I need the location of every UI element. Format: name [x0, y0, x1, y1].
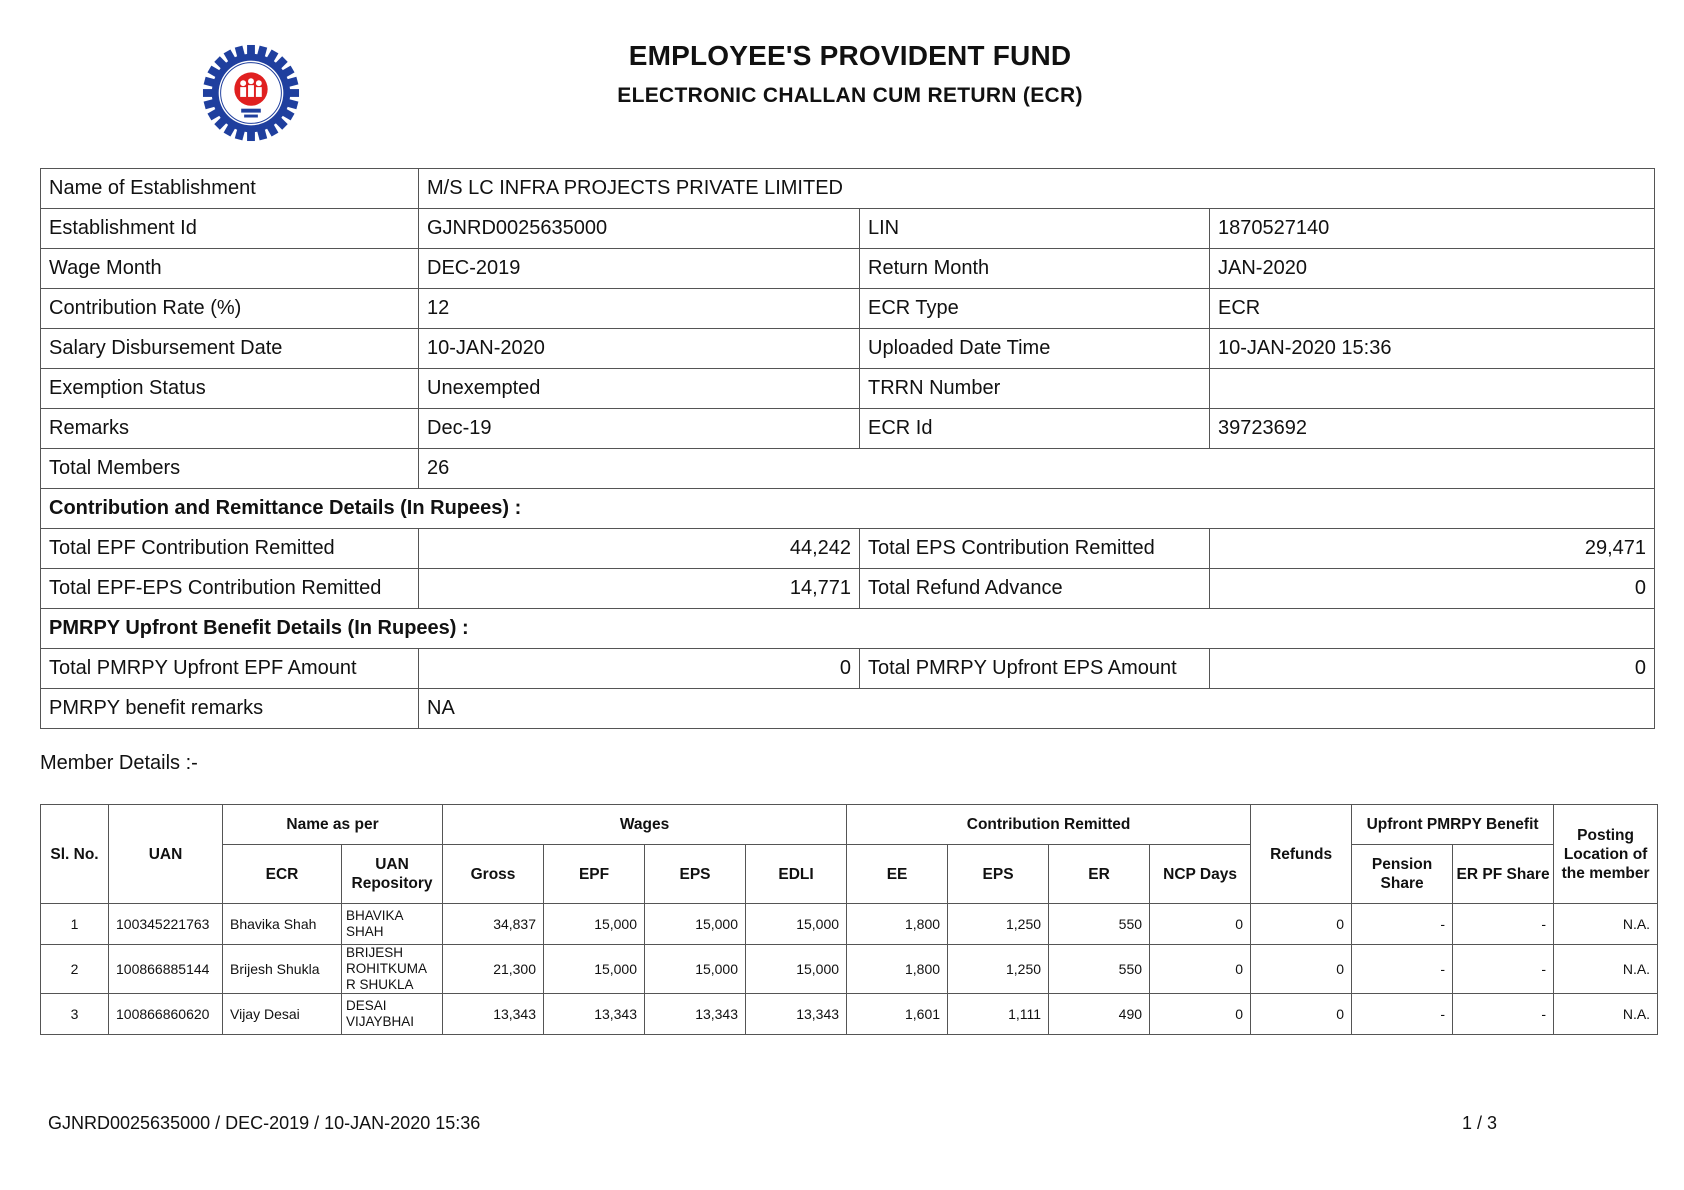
uploaded-date-label: Uploaded Date Time [860, 329, 1210, 369]
table-row [41, 904, 1658, 945]
cell-er: 490 [1049, 994, 1150, 1035]
page-subtitle: ELECTRONIC CHALLAN CUM RETURN (ECR) [617, 84, 1083, 107]
cell-ecr-name: Brijesh Shukla [223, 945, 342, 994]
col-group-wages: Wages [443, 805, 847, 845]
col-refunds: Refunds [1251, 805, 1352, 904]
cell-gross: 13,343 [443, 994, 544, 1035]
wage-month-row [41, 249, 1655, 289]
cell-er-pf-share: - [1453, 945, 1554, 994]
establishment-details-table [40, 168, 1655, 729]
cell-sl-no: 3 [41, 994, 109, 1035]
col-wages-edli: EDLI [746, 845, 847, 904]
total-epf-value: 44,242 [419, 529, 860, 569]
cell-wages-eps: 13,343 [645, 994, 746, 1035]
footer-reference: GJNRD0025635000 / DEC-2019 / 10-JAN-2020 15:36 [48, 1113, 481, 1133]
pmrpy-eps-label: Total PMRPY Upfront EPS Amount [860, 649, 1210, 689]
cell-refunds: 0 [1251, 904, 1352, 945]
cell-wages-epf: 15,000 [544, 945, 645, 994]
total-members-row [41, 449, 1655, 489]
contribution-section-title: Contribution and Remittance Details (In Rupees) : [41, 489, 1655, 529]
member-details-table [40, 804, 1658, 1035]
total-members-label: Total Members [41, 449, 419, 489]
col-group-contribution-remitted: Contribution Remitted [847, 805, 1251, 845]
cell-er: 550 [1049, 904, 1150, 945]
col-er: ER [1049, 845, 1150, 904]
salary-date-value: 10-JAN-2020 [419, 329, 860, 369]
epfo-seal-icon [202, 44, 300, 142]
cell-sl-no: 1 [41, 904, 109, 945]
col-er-pf-share: ER PF Share [1453, 845, 1554, 904]
contribution-rate-value: 12 [419, 289, 860, 329]
cell-refunds: 0 [1251, 994, 1352, 1035]
cell-posting-location: N.A. [1554, 994, 1658, 1035]
cell-uan-repository: BHAVIKA SHAH [342, 904, 443, 945]
return-month-value: JAN-2020 [1210, 249, 1655, 289]
ecr-id-value: 39723692 [1210, 409, 1655, 449]
cell-sl-no: 2 [41, 945, 109, 994]
cell-wages-epf: 15,000 [544, 904, 645, 945]
total-epf-eps-value: 14,771 [419, 569, 860, 609]
col-uan-repository: UAN Repository [342, 845, 443, 904]
trrn-number-value [1210, 369, 1655, 409]
pmrpy-epf-label: Total PMRPY Upfront EPF Amount [41, 649, 419, 689]
col-uan: UAN [109, 805, 223, 904]
cell-refunds: 0 [1251, 945, 1352, 994]
exemption-status-row [41, 369, 1655, 409]
col-ncp-days: NCP Days [1150, 845, 1251, 904]
page-title: EMPLOYEE'S PROVIDENT FUND [628, 40, 1072, 71]
ecr-id-label: ECR Id [860, 409, 1210, 449]
salary-date-row [41, 329, 1655, 369]
pmrpy-section-row [41, 609, 1655, 649]
contribution-rate-row [41, 289, 1655, 329]
cell-posting-location: N.A. [1554, 945, 1658, 994]
table-row [41, 945, 1658, 994]
ecr-type-value: ECR [1210, 289, 1655, 329]
wage-month-label: Wage Month [41, 249, 419, 289]
total-eps-value: 29,471 [1210, 529, 1655, 569]
establishment-id-row [41, 209, 1655, 249]
col-ee: EE [847, 845, 948, 904]
pmrpy-eps-value: 0 [1210, 649, 1655, 689]
cell-contribution-eps: 1,250 [948, 904, 1049, 945]
pmrpy-section-title: PMRPY Upfront Benefit Details (In Rupees) : [41, 609, 1655, 649]
cell-ee: 1,800 [847, 904, 948, 945]
cell-ncp-days: 0 [1150, 994, 1251, 1035]
cell-ncp-days: 0 [1150, 945, 1251, 994]
lin-value: 1870527140 [1210, 209, 1655, 249]
establishment-id-label: Establishment Id [41, 209, 419, 249]
cell-wages-edli: 13,343 [746, 994, 847, 1035]
cell-uan-repository: DESAI VIJAYBHAI [342, 994, 443, 1035]
cell-gross: 34,837 [443, 904, 544, 945]
cell-pension-share: - [1352, 994, 1453, 1035]
return-month-label: Return Month [860, 249, 1210, 289]
cell-wages-edli: 15,000 [746, 904, 847, 945]
cell-er-pf-share: - [1453, 904, 1554, 945]
cell-uan-repository: BRIJESH ROHITKUMA R SHUKLA [342, 945, 443, 994]
col-wages-epf: EPF [544, 845, 645, 904]
total-refund-value: 0 [1210, 569, 1655, 609]
cell-er-pf-share: - [1453, 994, 1554, 1035]
cell-wages-epf: 13,343 [544, 994, 645, 1035]
total-eps-label: Total EPS Contribution Remitted [860, 529, 1210, 569]
table-row [41, 994, 1658, 1035]
uploaded-date-value: 10-JAN-2020 15:36 [1210, 329, 1655, 369]
cell-uan: 100345221763 [109, 904, 223, 945]
establishment-name-value: M/S LC INFRA PROJECTS PRIVATE LIMITED [419, 169, 1655, 209]
col-group-name-as-per: Name as per [223, 805, 443, 845]
pmrpy-amount-row [41, 649, 1655, 689]
establishment-id-value: GJNRD0025635000 [419, 209, 860, 249]
cell-contribution-eps: 1,250 [948, 945, 1049, 994]
cell-ee: 1,800 [847, 945, 948, 994]
pmrpy-remarks-label: PMRPY benefit remarks [41, 689, 419, 729]
establishment-name-row [41, 169, 1655, 209]
remarks-row [41, 409, 1655, 449]
exemption-status-value: Unexempted [419, 369, 860, 409]
total-epf-label: Total EPF Contribution Remitted [41, 529, 419, 569]
page-number: 1 / 3 [1462, 1113, 1498, 1133]
pmrpy-remarks-row [41, 689, 1655, 729]
col-pension-share: Pension Share [1352, 845, 1453, 904]
cell-contribution-eps: 1,111 [948, 994, 1049, 1035]
cell-posting-location: N.A. [1554, 904, 1658, 945]
cell-er: 550 [1049, 945, 1150, 994]
wage-month-value: DEC-2019 [419, 249, 860, 289]
exemption-status-label: Exemption Status [41, 369, 419, 409]
cell-ecr-name: Bhavika Shah [223, 904, 342, 945]
member-header-row-1 [41, 805, 1658, 845]
remarks-value: Dec-19 [419, 409, 860, 449]
cell-ncp-days: 0 [1150, 904, 1251, 945]
pmrpy-remarks-value: NA [419, 689, 1655, 729]
contribution-rate-label: Contribution Rate (%) [41, 289, 419, 329]
epf-eps-contribution-row [41, 569, 1655, 609]
cell-pension-share: - [1352, 945, 1453, 994]
cell-gross: 21,300 [443, 945, 544, 994]
col-gross: Gross [443, 845, 544, 904]
cell-uan: 100866885144 [109, 945, 223, 994]
col-group-upfront-pmrpy: Upfront PMRPY Benefit [1352, 805, 1554, 845]
cell-uan: 100866860620 [109, 994, 223, 1035]
cell-pension-share: - [1352, 904, 1453, 945]
total-epf-eps-label: Total EPF-EPS Contribution Remitted [41, 569, 419, 609]
lin-label: LIN [860, 209, 1210, 249]
remarks-label: Remarks [41, 409, 419, 449]
cell-ecr-name: Vijay Desai [223, 994, 342, 1035]
ecr-type-label: ECR Type [860, 289, 1210, 329]
cell-wages-eps: 15,000 [645, 904, 746, 945]
col-ecr-name: ECR [223, 845, 342, 904]
cell-wages-eps: 15,000 [645, 945, 746, 994]
member-details-label: Member Details :- [40, 752, 198, 774]
contribution-section-row [41, 489, 1655, 529]
salary-date-label: Salary Disbursement Date [41, 329, 419, 369]
establishment-name-label: Name of Establishment [41, 169, 419, 209]
epf-contribution-row [41, 529, 1655, 569]
member-header-row-2 [41, 845, 1658, 904]
cell-wages-edli: 15,000 [746, 945, 847, 994]
col-sl-no: Sl. No. [41, 805, 109, 904]
cell-ee: 1,601 [847, 994, 948, 1035]
total-refund-label: Total Refund Advance [860, 569, 1210, 609]
trrn-number-label: TRRN Number [860, 369, 1210, 409]
pmrpy-epf-value: 0 [419, 649, 860, 689]
col-contribution-eps: EPS [948, 845, 1049, 904]
total-members-value: 26 [419, 449, 1655, 489]
col-wages-eps: EPS [645, 845, 746, 904]
col-posting-location: Posting Location of the member [1554, 805, 1658, 904]
